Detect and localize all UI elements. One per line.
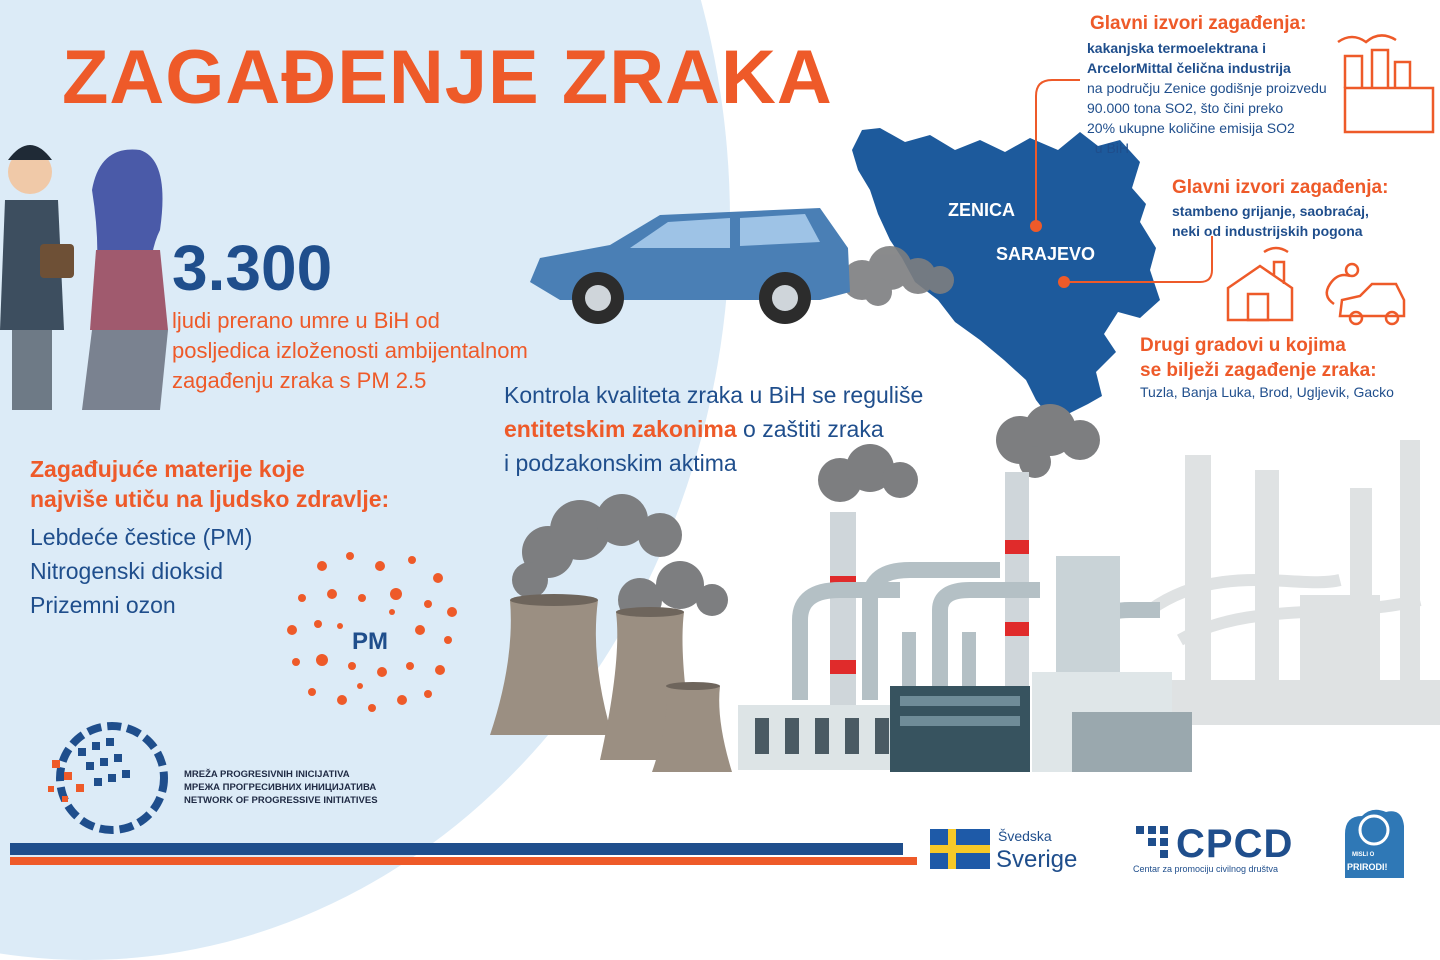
org-name-line: NETWORK OF PROGRESSIVE INITIATIVES [184,795,378,806]
source1-line: 90.000 tona SO2, što čini preko [1087,100,1284,116]
factory-icon [1338,35,1433,132]
city-sarajevo: SARAJEVO [996,244,1096,264]
cooling-towers [490,594,732,772]
network-logo-icon [48,726,164,830]
kontrola-line2: o zaštiti zraka [736,416,884,442]
pollutants-heading-line: najviše utiču na ljudsko zdravlje: [30,486,390,512]
org-name-line: MREŽA PROGRESIVNIH INICIJATIVA [184,769,350,780]
kontrola-highlight: entitetskim zakonima [504,416,737,442]
sweden-flag-icon [930,829,990,869]
page-title: ZAGAĐENJE ZRAKA [62,35,833,120]
pollutants-heading-line: Zagađujuće materije koje [30,456,305,482]
car-icon [1327,264,1404,324]
other-cities-list: Tuzla, Banja Luka, Brod, Ugljevik, Gacko [1140,384,1394,400]
city-zenica: ZENICA [948,200,1015,220]
stat-line: posljedica izloženosti ambijentalnom [172,338,528,363]
kontrola-line3: i podzakonskim aktima [504,450,737,476]
org-name-line: МРЕЖА ПРОГРЕСИВНИХ ИНИЦИЈАТИВА [184,782,377,793]
other-cities-heading [1140,333,1377,383]
source1-line: ArcelorMittal čelična industrija [1087,60,1291,76]
footer-stripe-blue [10,843,903,855]
stat-number: 3.300 [172,232,333,304]
source1-line: na području Zenice godišnje proizvedu [1087,80,1327,96]
misli-bottom-label: PRIRODI! [1347,862,1388,872]
pollutant-item: Nitrogenski dioksid [30,558,224,584]
other-cities-heading-line: se bilježi zagađenje zraka: [1140,360,1377,381]
footer-stripe-orange [10,857,917,865]
pollutant-item: Prizemni ozon [30,592,176,618]
house-icon [1228,248,1292,320]
pollutants-list [30,520,252,622]
cpcd-logo-text: CPCD [1176,822,1294,866]
other-cities-heading-line: Drugi gradovi u kojima [1140,335,1346,356]
source2-heading: Glavni izvori zagađenja: [1172,177,1389,198]
source2-line: neki od industrijskih pogona [1172,223,1363,239]
pm-label: PM [352,628,388,655]
stat-line: ljudi prerano umre u BiH od [172,308,440,333]
source1-line: 20% ukupne količine emisija SO2 [1087,120,1295,136]
network-org-name [184,768,378,807]
pollutant-item: Lebdeće čestice (PM) [30,524,253,550]
cpcd-subtitle: Centar za promociju civilnog društva [1133,864,1279,874]
source1-line: kakanjska termoelektrana i [1087,40,1266,56]
people-illustration [0,145,168,410]
cpcd-logo-icon [1136,826,1168,858]
source2-body [1172,201,1369,241]
source1-heading: Glavni izvori zagađenja: [1090,13,1307,34]
kontrola-line1: Kontrola kvaliteta zraka u BiH se reguliše [504,382,924,408]
source1-line: u BiH [1087,140,1130,156]
sweden-label-small: Švedska [998,828,1052,844]
kontrola-text [504,378,1004,480]
source2-line: stambeno grijanje, saobraćaj, [1172,203,1369,219]
source1-body [1087,38,1327,158]
sweden-label-big: Sverige [996,846,1078,873]
pollutants-heading [30,454,389,514]
stat-line: zagađenju zraka s PM 2.5 [172,368,427,393]
misli-top-label: MISLI O [1352,852,1375,858]
